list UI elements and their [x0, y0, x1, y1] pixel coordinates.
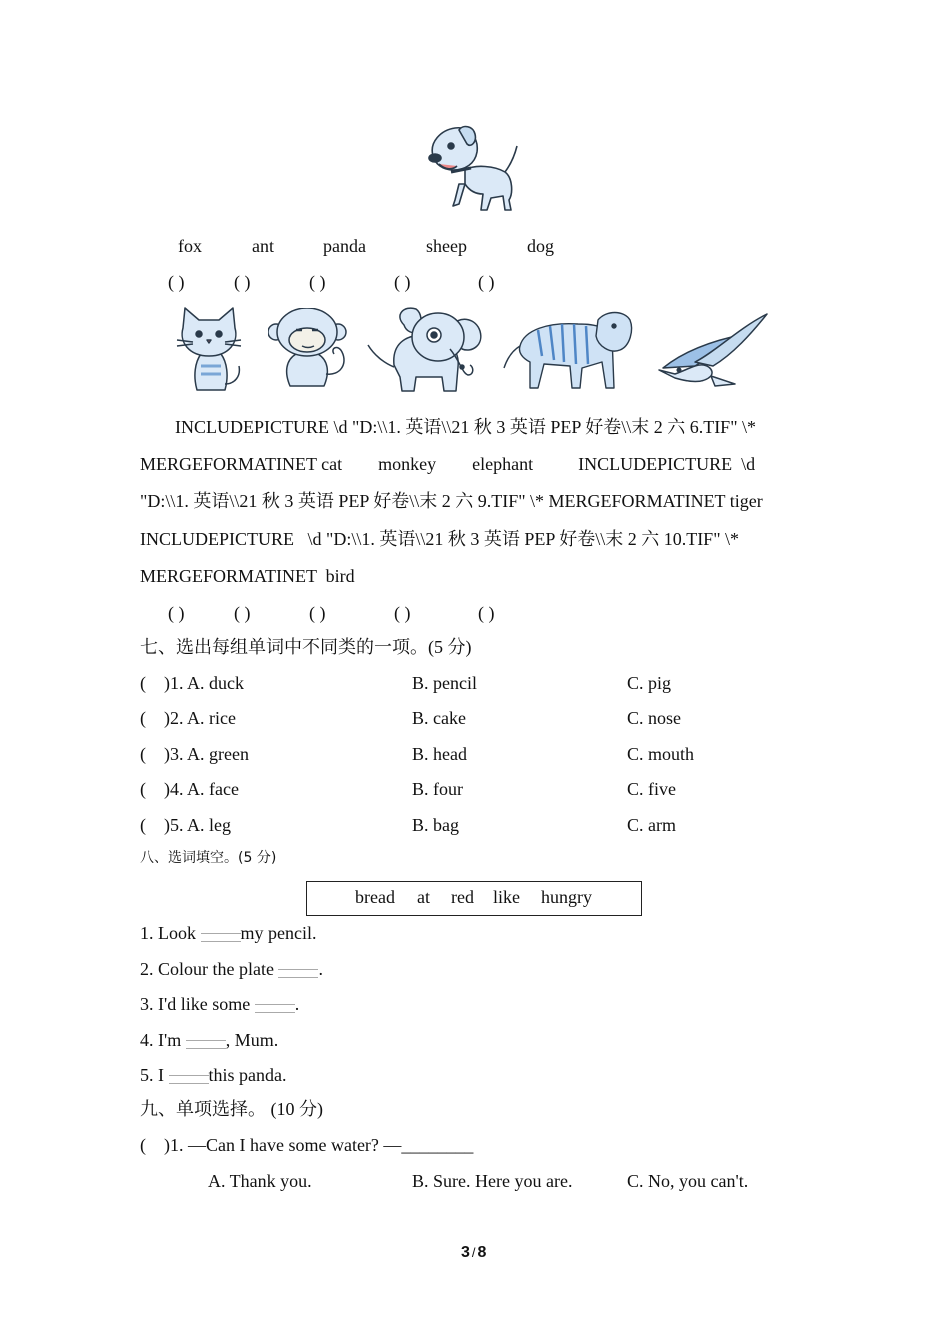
s7-q5-option-c: C. arm: [627, 815, 676, 835]
s7-q4-option-b: B. four: [412, 779, 463, 799]
fill-item-2: [140, 957, 323, 980]
dog-icon: [425, 124, 521, 214]
s7-q3-option-b: B. head: [412, 744, 467, 764]
s7-q1-option-c: C. pig: [627, 673, 672, 693]
fill-blank[interactable]: [186, 1028, 226, 1046]
page-separator: /: [471, 1245, 476, 1260]
word-sheep: sheep: [426, 236, 467, 256]
fill-item-text: 4. I'm: [140, 1030, 186, 1050]
page-number: [461, 1244, 486, 1262]
field-code-line: INCLUDEPICTURE \d "D:\\1. 英语\\21 秋 3 英语 PEP 好卷\\末 2 六 10.TIF" \*: [140, 529, 740, 549]
s9-q1-option-b: B. Sure. Here you are.: [412, 1171, 573, 1191]
s7-q2: ( )2. A. rice: [140, 708, 236, 728]
s7-q1: ( )1. A. duck: [140, 673, 244, 693]
monkey-icon: [268, 308, 352, 388]
fill-item-5: [140, 1063, 287, 1086]
word-bank-item: red: [451, 887, 474, 907]
fill-item-4: [140, 1028, 278, 1051]
s7-q2-option-c: C. nose: [627, 708, 681, 728]
word-bank-box: [306, 881, 642, 916]
fill-item-text: my pencil.: [240, 923, 317, 943]
fill-item-1: [140, 921, 316, 944]
word-dog: dog: [527, 236, 554, 256]
word-bank-item: bread: [355, 887, 395, 907]
word-fox: fox: [178, 236, 202, 256]
s7-q5: ( )5. A. leg: [140, 815, 231, 835]
fill-item-text: .: [294, 994, 300, 1014]
fill-item-text: 5. I: [140, 1065, 169, 1085]
section-7-title: 七、选出每组单词中不同类的一项。(5 分): [140, 637, 472, 657]
section-9-title: 九、单项选择。 (10 分): [140, 1099, 323, 1119]
s7-q1-option-b: B. pencil: [412, 673, 477, 693]
field-code-line: MERGEFORMATINET cat monkey elephant INCLUDEPICTURE \d: [140, 454, 756, 474]
s9-q1-option-a: A. Thank you.: [208, 1171, 312, 1191]
cat-icon: [175, 306, 247, 392]
answer-bracket[interactable]: ( ): [478, 603, 495, 623]
current-page: 3: [461, 1244, 470, 1261]
fill-item-text: .: [318, 959, 323, 979]
s7-q3-option-c: C. mouth: [627, 744, 695, 764]
fill-item-3: [140, 992, 299, 1015]
s7-q2-option-b: B. cake: [412, 708, 466, 728]
section-8-title: 八、选词填空。(5 分): [140, 850, 277, 866]
elephant-icon: [364, 305, 490, 395]
answer-bracket[interactable]: ( ): [168, 272, 185, 292]
s7-q3: ( )3. A. green: [140, 744, 249, 764]
total-pages: 8: [477, 1244, 487, 1261]
fill-blank[interactable]: [278, 957, 318, 975]
s7-q5-option-b: B. bag: [412, 815, 459, 835]
answer-bracket[interactable]: ( ): [309, 603, 326, 623]
fill-item-text: 3. I'd like some: [140, 994, 255, 1014]
answer-bracket[interactable]: ( ): [394, 272, 411, 292]
word-bank-item: at: [417, 887, 430, 907]
answer-bracket[interactable]: ( ): [234, 272, 251, 292]
s9-q1: ( )1. —Can I have some water? —________: [140, 1135, 474, 1155]
fill-item-text: 2. Colour the plate: [140, 959, 279, 979]
fill-blank[interactable]: [169, 1063, 209, 1081]
s7-q4: ( )4. A. face: [140, 779, 239, 799]
fill-item-text: 1. Look: [140, 923, 201, 943]
answer-bracket[interactable]: ( ): [309, 272, 326, 292]
word-ant: ant: [252, 236, 274, 256]
s9-q1-option-c: C. No, you can't.: [627, 1171, 749, 1191]
field-code-line: MERGEFORMATINET bird: [140, 566, 355, 586]
word-bank-item: hungry: [541, 887, 592, 907]
field-code-line: INCLUDEPICTURE \d "D:\\1. 英语\\21 秋 3 英语 PEP 好卷\\末 2 六 6.TIF" \*: [175, 417, 757, 437]
answer-bracket[interactable]: ( ): [394, 603, 411, 623]
answer-bracket[interactable]: ( ): [478, 272, 495, 292]
fill-blank[interactable]: [201, 921, 241, 939]
bird-icon: [655, 312, 771, 388]
word-bank-item: like: [493, 887, 520, 907]
fill-item-text: , Mum.: [225, 1030, 279, 1050]
answer-bracket[interactable]: ( ): [234, 603, 251, 623]
s7-q4-option-c: C. five: [627, 779, 676, 799]
tiger-icon: [502, 306, 634, 390]
field-code-line: "D:\\1. 英语\\21 秋 3 英语 PEP 好卷\\末 2 六 9.TIF" \* MERGEFORMATINET tiger: [140, 491, 763, 511]
answer-bracket[interactable]: ( ): [168, 603, 185, 623]
fill-blank[interactable]: [255, 992, 295, 1010]
word-panda: panda: [323, 236, 366, 256]
fill-item-text: this panda.: [208, 1065, 287, 1085]
